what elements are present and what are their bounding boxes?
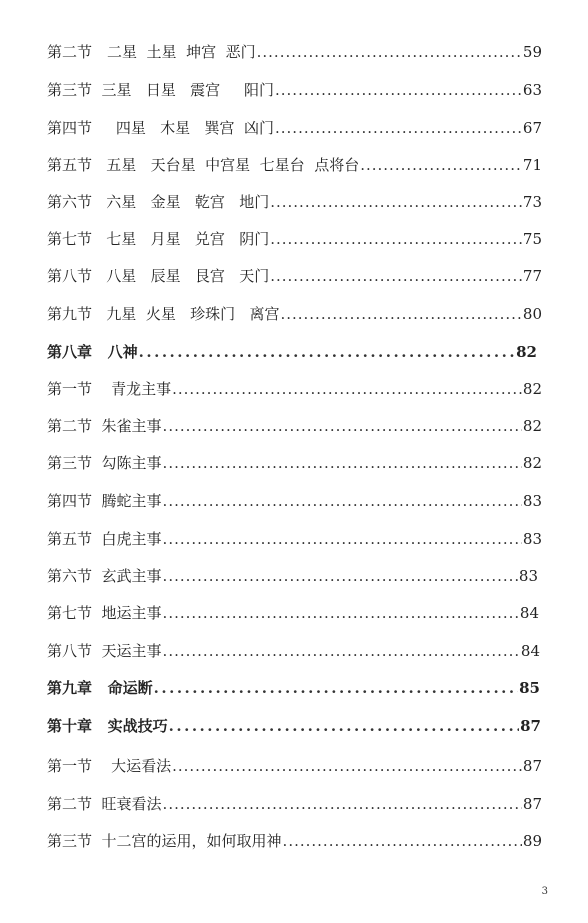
page-number: 3 — [541, 886, 548, 897]
toc-entry[interactable] — [47, 416, 542, 436]
toc-entry-page: 73 — [522, 193, 542, 211]
toc-entry-page: 59 — [522, 43, 542, 61]
toc-entry[interactable] — [47, 266, 542, 286]
toc-entry[interactable] — [47, 379, 542, 399]
toc-entry-title: 第一节 大运看法 — [47, 757, 172, 775]
toc-entry[interactable] — [47, 794, 542, 814]
toc-entry-page: 63 — [522, 81, 542, 99]
dot-leader — [163, 529, 522, 549]
toc-entry-page: 84 — [520, 642, 540, 660]
toc-entry-title: 第四节 四星 木星 巽宫 凶门 — [47, 119, 274, 137]
toc-entry[interactable] — [47, 304, 542, 324]
toc-entry[interactable] — [47, 118, 542, 138]
toc-entry-title: 第一节 青龙主事 — [47, 380, 172, 398]
toc-entry-title: 第七节 地运主事 — [47, 604, 162, 622]
dot-leader — [163, 566, 518, 586]
toc-entry[interactable] — [47, 42, 542, 62]
toc-entry[interactable] — [47, 566, 538, 586]
dot-leader — [270, 266, 522, 286]
dot-leader — [169, 716, 519, 736]
toc-entry-title: 第四节 腾蛇主事 — [47, 492, 162, 510]
toc-entry-page: 83 — [518, 567, 538, 585]
toc-entry-title: 第二节 朱雀主事 — [47, 417, 162, 435]
toc-entry[interactable] — [47, 756, 542, 776]
toc-entry-title: 第八节 天运主事 — [47, 642, 162, 660]
toc-entry[interactable] — [47, 155, 542, 175]
toc-entry[interactable] — [47, 453, 542, 473]
toc-entry-page: 82 — [522, 380, 542, 398]
toc-chapter-entry[interactable] — [47, 716, 541, 736]
toc-entry-title: 第九章 命运断 — [47, 679, 153, 697]
dot-leader — [163, 416, 522, 436]
toc-entry-page: 87 — [522, 795, 542, 813]
toc-entry-title: 第十章 实战技巧 — [47, 717, 168, 735]
toc-entry-page: 82 — [522, 454, 542, 472]
toc-entry-title: 第七节 七星 月星 兑宫 阴门 — [47, 230, 270, 248]
toc-entry-page: 80 — [522, 305, 542, 323]
dot-leader — [163, 603, 519, 623]
toc-entry-title: 第八节 八星 辰星 艮宫 天门 — [47, 267, 270, 285]
toc-chapter-entry[interactable] — [47, 678, 540, 698]
dot-leader — [257, 42, 522, 62]
toc-entry-title: 第五节 五星 天台星 中宫星 七星台 点将台 — [47, 156, 360, 174]
toc-entry-page: 85 — [519, 679, 540, 697]
toc-entry-page: 67 — [522, 119, 542, 137]
toc-entry-title: 第六节 六星 金星 乾宫 地门 — [47, 193, 270, 211]
toc-entry[interactable] — [47, 229, 542, 249]
dot-leader — [275, 118, 522, 138]
toc-entry-title: 第二节 二星 土星 坤宫 恶门 — [47, 43, 256, 61]
toc-entry[interactable] — [47, 529, 542, 549]
toc-entry-page: 71 — [522, 156, 542, 174]
toc-entry-page: 83 — [522, 530, 542, 548]
toc-entry-title: 第二节 旺衰看法 — [47, 795, 162, 813]
dot-leader — [270, 229, 522, 249]
toc-entry-title: 第三节 勾陈主事 — [47, 454, 162, 472]
toc-entry-title: 第三节 三星 日星 震宫 阳门 — [47, 81, 274, 99]
dot-leader — [283, 831, 522, 851]
toc-entry-page: 75 — [522, 230, 542, 248]
toc-entry-title: 第八章 八神 — [47, 343, 138, 361]
dot-leader — [360, 155, 522, 175]
dot-leader — [163, 794, 522, 814]
dot-leader — [163, 491, 522, 511]
toc-entry-page: 87 — [522, 757, 542, 775]
toc-entry[interactable] — [47, 831, 542, 851]
dot-leader — [163, 641, 520, 661]
toc-entry[interactable] — [47, 80, 542, 100]
dot-leader — [172, 379, 522, 399]
toc-entry-page: 77 — [522, 267, 542, 285]
dot-leader — [280, 304, 521, 324]
toc-entry-page: 89 — [522, 832, 542, 850]
toc-entry-title: 第五节 白虎主事 — [47, 530, 162, 548]
dot-leader — [275, 80, 522, 100]
toc-chapter-entry[interactable] — [47, 342, 537, 362]
toc-entry[interactable] — [47, 491, 542, 511]
toc-entry-page: 83 — [522, 492, 542, 510]
dot-leader — [154, 678, 518, 698]
toc-entry-page: 84 — [519, 604, 539, 622]
dot-leader — [270, 192, 522, 212]
toc-entry-page: 82 — [522, 417, 542, 435]
toc-entry[interactable] — [47, 192, 542, 212]
toc-entry[interactable] — [47, 641, 540, 661]
toc-entry-title: 第三节 十二宫的运用，如何取用神 — [47, 832, 282, 850]
dot-leader — [163, 453, 522, 473]
toc-entry-page: 87 — [520, 717, 541, 735]
toc-entry[interactable] — [47, 603, 539, 623]
toc-entry-title: 第九节 九星 火星 珍珠门 离宫 — [47, 305, 280, 323]
dot-leader — [172, 756, 522, 776]
toc-entry-title: 第六节 玄武主事 — [47, 567, 162, 585]
dot-leader — [139, 342, 515, 362]
toc-entry-page: 82 — [516, 343, 537, 361]
